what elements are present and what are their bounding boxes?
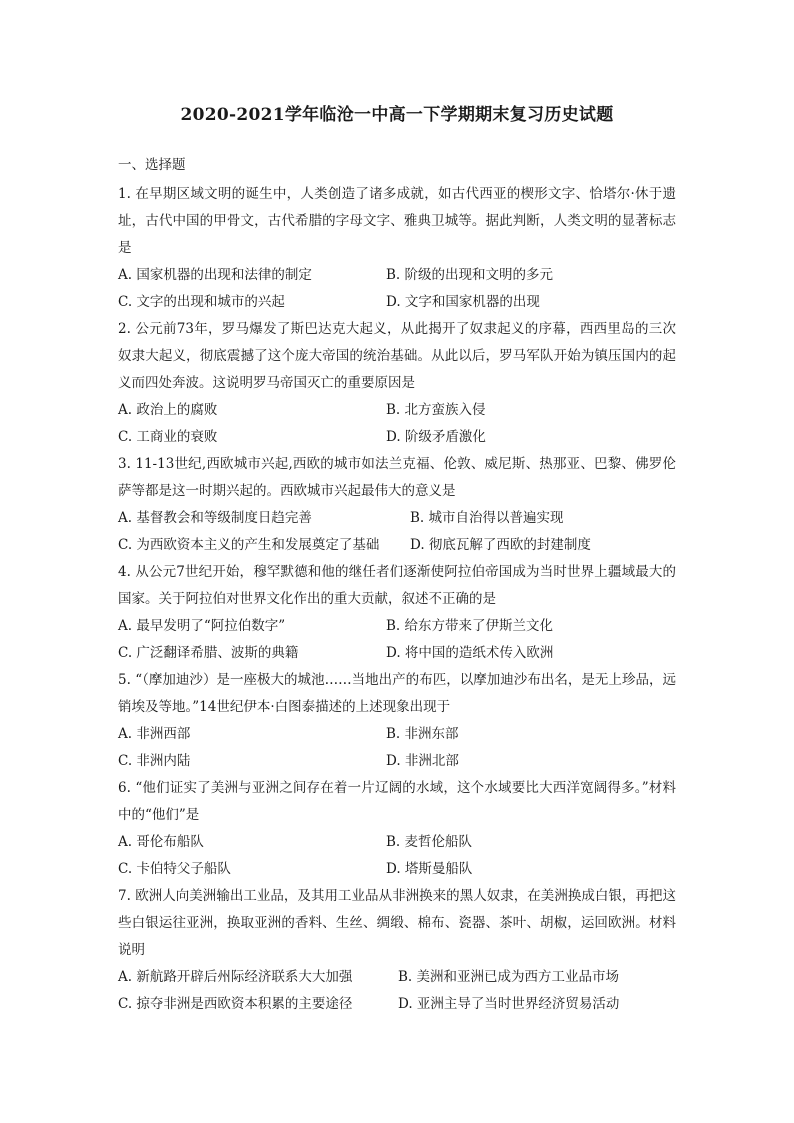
option-b: B. 阶级的出现和文明的多元 (386, 267, 554, 283)
option-a: A. 最早发明了“阿拉伯数字” (118, 618, 286, 634)
option-c: C. 为西欧资本主义的产生和发展奠定了基础 (118, 537, 380, 553)
option-d: D. 亚洲主导了当时世界经济贸易活动 (398, 996, 620, 1012)
options (118, 262, 676, 316)
option-d: D. 阶级矛盾激化 (386, 429, 486, 445)
option-c: C. 卡伯特父子船队 (118, 861, 231, 877)
option-b: B. 美洲和亚洲已成为西方工业品市场 (398, 969, 620, 985)
question-stem: 1. 在早期区域文明的诞生中，人类创造了诸多成就，如古代西亚的楔形文字、恰塔尔·休于遗址，古代中国的甲骨文，古代希腊的字母文字、雅典卫城等。据此判断，人类文明的显著标志是 (118, 186, 676, 256)
question-6 (118, 775, 676, 883)
option-a: A. 新航路开辟后州际经济联系大大加强 (118, 969, 353, 985)
option-a: A. 基督教会和等级制度日趋完善 (118, 510, 312, 526)
question-stem: 5. “（摩加迪沙）是一座极大的城池……当地出产的布匹，以摩加迪沙布出名，是无上珍品，远销埃及等地。”14世纪伊本·白图泰描述的上述现象出现于 (118, 672, 676, 715)
option-b: B. 给东方带来了伊斯兰文化 (386, 618, 554, 634)
options (118, 964, 676, 1018)
options (118, 613, 676, 667)
option-c: C. 掠夺非洲是西欧资本积累的主要途径 (118, 996, 353, 1012)
options (118, 505, 676, 559)
option-a: A. 国家机器的出现和法律的制定 (118, 267, 312, 283)
option-d: D. 彻底瓦解了西欧的封建制度 (410, 537, 591, 553)
question-7 (118, 883, 676, 1018)
question-stem: 3. 11-13世纪,西欧城市兴起,西欧的城市如法兰克福、伦敦、威尼斯、热那亚、巴黎、佛罗伦萨等都是这一时期兴起的。西欧城市兴起最伟大的意义是 (118, 456, 676, 499)
option-a: A. 政治上的腐败 (118, 402, 218, 418)
option-b: B. 非洲东部 (386, 726, 459, 742)
option-d: D. 塔斯曼船队 (386, 861, 473, 877)
question-1 (118, 181, 676, 316)
option-d: D. 文字和国家机器的出现 (386, 294, 540, 310)
question-2 (118, 316, 676, 451)
question-stem: 2. 公元前73年，罗马爆发了斯巴达克大起义，从此揭开了奴隶起义的序幕，西西里岛的三次奴隶大起义，彻底震撼了这个庞大帝国的统治基础。从此以后，罗马军队开始为镇压国内的起义而四处奔波。这说明罗马帝国灭亡的重要原因是 (118, 321, 676, 391)
option-c: C. 非洲内陆 (118, 753, 191, 769)
question-3 (118, 451, 676, 559)
option-a: A. 非洲西部 (118, 726, 191, 742)
options (118, 397, 676, 451)
question-stem: 6. “他们证实了美洲与亚洲之间存在着一片辽阔的水域，这个水域要比大西洋宽阔得多。”材料中的“他们”是 (118, 780, 676, 823)
option-c: C. 工商业的衰败 (118, 429, 218, 445)
option-b: B. 北方蛮族入侵 (386, 402, 486, 418)
option-d: D. 非洲北部 (386, 753, 459, 769)
option-c: C. 广泛翻译希腊、波斯的典籍 (118, 645, 299, 661)
question-5 (118, 667, 676, 775)
option-b: B. 麦哲伦船队 (386, 834, 473, 850)
option-b: B. 城市自治得以普遍实现 (410, 510, 564, 526)
question-stem: 7. 欧洲人向美洲输出工业品，及其用工业品从非洲换来的黑人奴隶，在美洲换成白银，再把这些白银运往亚洲，换取亚洲的香料、生丝、绸缎、棉布、瓷器、茶叶、胡椒，运回欧洲。材料说明 (118, 888, 676, 958)
option-a: A. 哥伦布船队 (118, 834, 204, 850)
exam-title: 2020-2021学年临沧一中高一下学期期末复习历史试题 (180, 105, 614, 125)
options (118, 721, 676, 775)
section-heading: 一、选择题 (118, 157, 186, 173)
options (118, 829, 676, 883)
question-stem: 4. 从公元7世纪开始，穆罕默德和他的继任者们逐渐使阿拉伯帝国成为当时世界上疆域最大的国家。关于阿拉伯对世界文化作出的重大贡献，叙述不正确的是 (118, 564, 676, 607)
option-c: C. 文字的出现和城市的兴起 (118, 294, 285, 310)
option-d: D. 将中国的造纸术传入欧洲 (386, 645, 554, 661)
question-4 (118, 559, 676, 667)
